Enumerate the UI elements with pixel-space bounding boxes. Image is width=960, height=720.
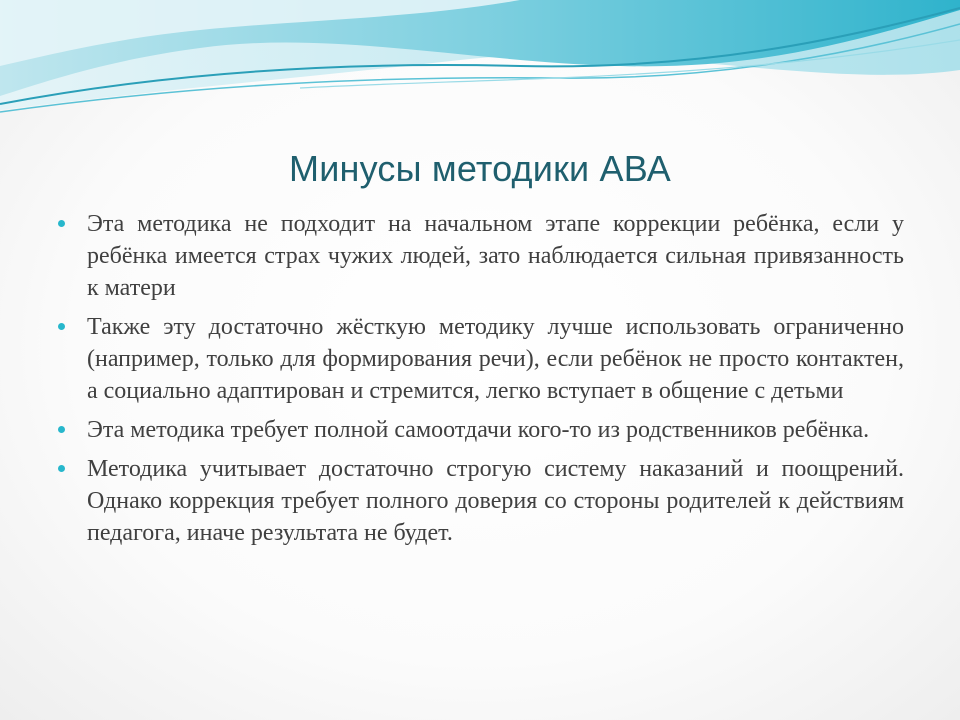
bullet-dot-icon — [58, 465, 65, 472]
bullet-text: Эта методика не подходит на начальном этапе коррекции ребёнка, если у ребёнка имеется страх чужих людей, зато наблюдается сильная привязанность к матери — [87, 211, 904, 301]
bullet-dot-icon — [58, 220, 65, 227]
bullet-item — [58, 311, 904, 407]
slide-title: Минусы методики АВА — [289, 148, 671, 189]
bullet-text: Эта методика требует полной самоотдачи кого-то из родственников ребёнка. — [87, 417, 870, 443]
decorative-wave-header — [0, 0, 960, 140]
bullet-text: Методика учитывает достаточно строгую систему наказаний и поощрений. Однако коррекция требует полного доверия со стороны родителей к действиям педагога, иначе результата не будет. — [87, 456, 904, 546]
bullet-list — [58, 208, 904, 556]
bullet-text: Также эту достаточно жёсткую методику лучше использовать ограниченно (например, только для формирования речи), если ребёнок не просто контактен, а социально адаптирован и стремится, легко вступает в общение с детьми — [87, 314, 904, 404]
bullet-dot-icon — [58, 323, 65, 330]
bullet-dot-icon — [58, 426, 65, 433]
bullet-item — [58, 414, 904, 446]
bullet-item — [58, 453, 904, 549]
bullet-item — [58, 208, 904, 304]
